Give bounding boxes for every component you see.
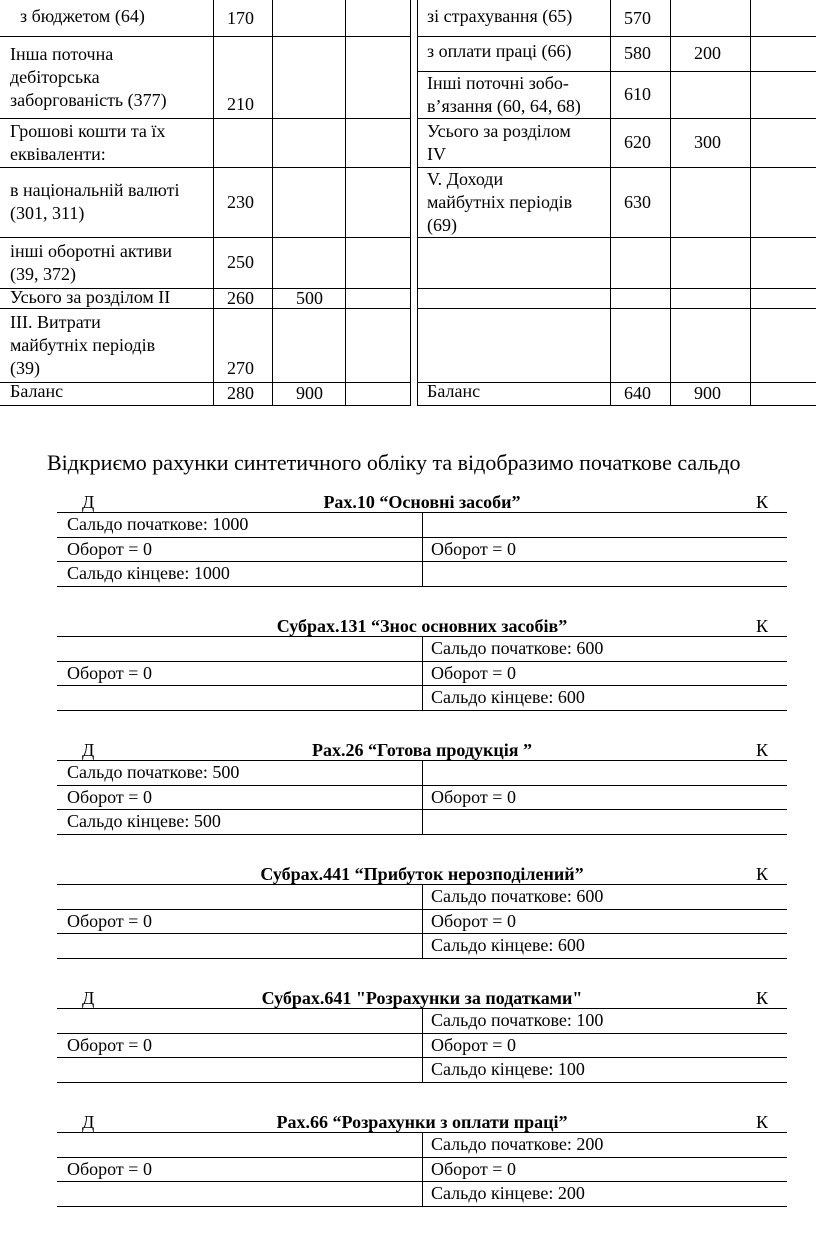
account-entry-row xyxy=(57,809,787,833)
account-rule xyxy=(57,834,787,835)
debit-mark: Д xyxy=(82,740,95,760)
debit-entry: Оборот = 0 xyxy=(67,539,152,559)
left-row-code: 280 xyxy=(227,383,254,403)
account-header xyxy=(57,614,787,638)
left-row-label: Грошові кошти та їх xyxy=(10,121,166,141)
right-table-row-line xyxy=(417,288,816,289)
left-row-label: заборгованість (377) xyxy=(10,90,167,110)
right-row-label: Баланс xyxy=(427,381,481,401)
credit-mark: К xyxy=(756,740,769,760)
account-entry-row xyxy=(57,537,787,561)
debit-mark: Д xyxy=(82,1112,95,1132)
right-table-row-line xyxy=(417,36,816,37)
debit-entry: Оборот = 0 xyxy=(67,663,152,683)
right-row-label: зі страхування (65) xyxy=(427,6,573,26)
left-row-label: майбутніх періодів xyxy=(10,335,156,355)
right-row-start-value: 200 xyxy=(694,43,721,63)
left-table-row-line xyxy=(0,405,411,406)
credit-entry: Оборот = 0 xyxy=(431,787,516,807)
credit-entry: Сальдо кінцеве: 200 xyxy=(431,1183,585,1203)
account-entry-row xyxy=(57,1157,787,1181)
credit-entry: Сальдо кінцеве: 100 xyxy=(431,1059,585,1079)
account-entry-row xyxy=(57,636,787,660)
account-entry-row xyxy=(57,685,787,709)
right-table-row-line xyxy=(417,405,816,406)
left-table-col-line xyxy=(410,0,411,405)
left-row-start-value: 500 xyxy=(296,288,323,308)
account-entry-row xyxy=(57,909,787,933)
left-row-label: (39, 372) xyxy=(10,264,76,284)
debit-mark: Д xyxy=(82,492,95,512)
right-row-label: Усього за розділом xyxy=(427,121,571,141)
right-table-row-line xyxy=(417,237,816,238)
left-row-label: Усього за розділом ІІ xyxy=(10,287,171,307)
account-entry-row xyxy=(57,785,787,809)
credit-entry: Сальдо початкове: 600 xyxy=(431,886,604,906)
credit-entry: Оборот = 0 xyxy=(431,539,516,559)
account-title: Рах.66 “Розрахунки з оплати праці” xyxy=(276,1112,568,1132)
credit-mark: К xyxy=(756,616,769,636)
account-header xyxy=(57,490,787,514)
debit-entry: Сальдо початкове: 500 xyxy=(67,762,240,782)
account-header xyxy=(57,1110,787,1134)
left-row-label: Інша поточна xyxy=(10,44,114,64)
account-card xyxy=(57,490,787,590)
credit-entry: Оборот = 0 xyxy=(431,911,516,931)
credit-entry: Сальдо початкове: 600 xyxy=(431,638,604,658)
right-row-label: IV xyxy=(427,144,446,164)
left-table-col-line xyxy=(213,0,214,405)
account-header xyxy=(57,986,787,1010)
right-table-col-line xyxy=(417,0,418,405)
account-entry-row xyxy=(57,1033,787,1057)
credit-mark: К xyxy=(756,1112,769,1132)
credit-entry: Оборот = 0 xyxy=(431,1035,516,1055)
left-table-col-line xyxy=(272,0,273,405)
account-entry-row xyxy=(57,1181,787,1205)
left-row-label: еквіваленти: xyxy=(10,144,106,164)
account-entry-row xyxy=(57,561,787,585)
left-table-row-line xyxy=(0,167,411,168)
left-table-row-line xyxy=(0,36,411,37)
credit-mark: К xyxy=(756,988,769,1008)
credit-entry: Сальдо початкове: 200 xyxy=(431,1134,604,1154)
account-header xyxy=(57,738,787,762)
account-title: Рах.26 “Готова продукція ” xyxy=(312,740,532,760)
account-title: Субрах.131 “Знос основних засобів” xyxy=(276,616,568,636)
credit-entry: Оборот = 0 xyxy=(431,663,516,683)
left-row-label: з бюджетом (64) xyxy=(20,6,145,26)
left-row-label: (301, 311) xyxy=(10,203,85,223)
left-row-label: ІІІ. Витрати xyxy=(10,312,101,332)
right-row-label: в’язання (60, 64, 68) xyxy=(427,96,581,116)
debit-mark: Д xyxy=(82,988,95,1008)
account-entry-row xyxy=(57,512,787,536)
right-row-code: 630 xyxy=(624,192,651,212)
account-header xyxy=(57,862,787,886)
account-rule xyxy=(57,586,787,587)
credit-entry: Сальдо кінцеве: 600 xyxy=(431,935,585,955)
debit-entry: Оборот = 0 xyxy=(67,787,152,807)
left-row-code: 210 xyxy=(227,94,254,114)
account-card xyxy=(57,862,787,962)
left-row-code: 170 xyxy=(227,8,254,28)
credit-entry: Сальдо кінцеве: 600 xyxy=(431,687,585,707)
left-table-row-line xyxy=(0,237,411,238)
account-title: Субрах.441 “Прибуток нерозподілений” xyxy=(260,864,584,884)
right-table-col-line xyxy=(750,0,751,405)
left-row-label: в національній валюті xyxy=(10,180,180,200)
account-entry-row xyxy=(57,1132,787,1156)
right-row-code: 580 xyxy=(624,43,651,63)
right-row-label: з оплати праці (66) xyxy=(427,41,572,61)
left-table-col-line xyxy=(345,0,346,405)
left-row-code: 260 xyxy=(227,288,254,308)
debit-entry: Оборот = 0 xyxy=(67,911,152,931)
account-rule xyxy=(57,958,787,959)
debit-entry: Сальдо початкове: 1000 xyxy=(67,514,249,534)
account-card xyxy=(57,738,787,838)
credit-mark: К xyxy=(756,492,769,512)
debit-entry: Сальдо кінцеве: 500 xyxy=(67,811,221,831)
account-entry-row xyxy=(57,933,787,957)
account-rule xyxy=(57,1082,787,1083)
debit-entry: Оборот = 0 xyxy=(67,1035,152,1055)
credit-entry: Сальдо початкове: 100 xyxy=(431,1010,604,1030)
right-table-col-line xyxy=(610,0,611,405)
left-row-code: 250 xyxy=(227,252,254,272)
account-entry-row xyxy=(57,1008,787,1032)
account-rule xyxy=(57,1206,787,1207)
credit-entry: Оборот = 0 xyxy=(431,1159,516,1179)
left-row-label: інші оборотні активи xyxy=(10,241,173,261)
left-row-start-value: 900 xyxy=(296,383,323,403)
right-row-start-value: 300 xyxy=(694,132,721,152)
right-row-code: 610 xyxy=(624,84,651,104)
account-entry-row xyxy=(57,1057,787,1081)
balance-table xyxy=(0,0,816,405)
left-row-code: 270 xyxy=(227,358,254,378)
right-row-code: 570 xyxy=(624,8,651,28)
right-table-col-line xyxy=(670,0,671,405)
right-row-label: V. Доходи xyxy=(427,169,504,189)
account-entry-row xyxy=(57,760,787,784)
section-heading: Відкриємо рахунки синтетичного обліку та відобразимо початкове сальдо xyxy=(47,450,741,475)
account-card xyxy=(57,1110,787,1210)
account-entry-row xyxy=(57,661,787,685)
right-row-label: Інші поточні зобо- xyxy=(427,73,569,93)
left-table-row-line xyxy=(0,118,411,119)
account-title: Рах.10 “Основні засоби” xyxy=(323,492,521,512)
right-row-code: 640 xyxy=(624,383,651,403)
left-row-label: (39) xyxy=(10,358,40,378)
debit-entry: Сальдо кінцеве: 1000 xyxy=(67,563,230,583)
account-rule xyxy=(57,710,787,711)
account-entry-row xyxy=(57,884,787,908)
right-row-start-value: 900 xyxy=(694,383,721,403)
account-title: Субрах.641 "Розрахунки за податками" xyxy=(261,988,583,1008)
right-row-code: 620 xyxy=(624,132,651,152)
right-row-label: (69) xyxy=(427,215,457,235)
credit-mark: К xyxy=(756,864,769,884)
right-row-label: майбутніх періодів xyxy=(427,192,573,212)
account-card xyxy=(57,986,787,1086)
right-table-row-line xyxy=(417,118,816,119)
account-card xyxy=(57,614,787,714)
left-row-code: 230 xyxy=(227,192,254,212)
left-row-label: Баланс xyxy=(10,381,64,401)
debit-entry: Оборот = 0 xyxy=(67,1159,152,1179)
left-row-label: дебіторська xyxy=(10,67,100,87)
right-table-row-line xyxy=(417,308,816,309)
